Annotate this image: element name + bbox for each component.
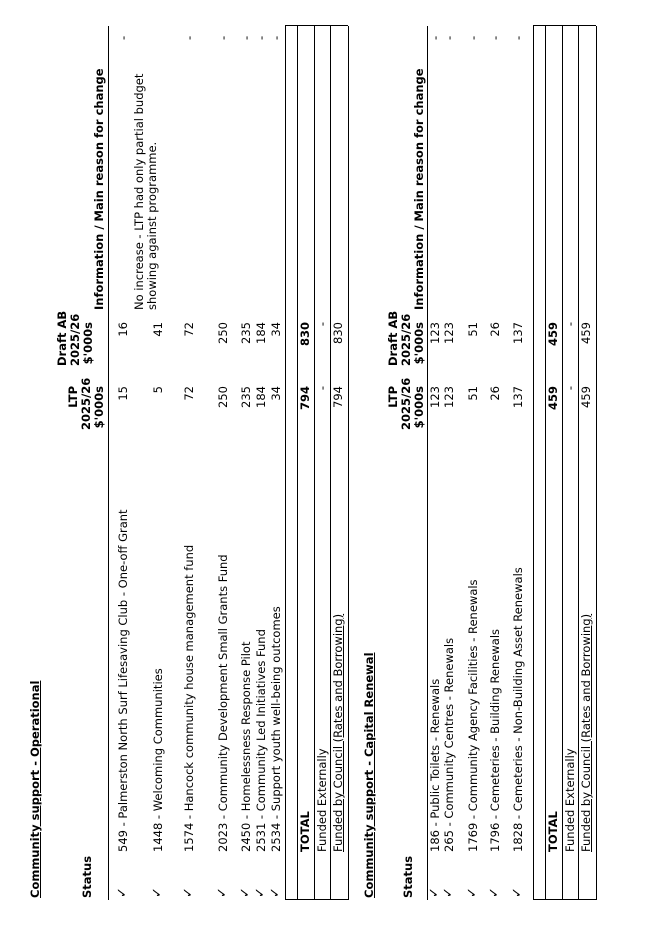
capital-ltp-header-3: $'000s bbox=[412, 386, 426, 429]
op-row0-name: 549 - Palmerston North Surf Lifesaving Club - One-off Grant bbox=[116, 509, 130, 852]
op-row6-ltp: 34 bbox=[269, 386, 283, 401]
cap-row1-ltp: 123 bbox=[442, 386, 456, 408]
operational-draft-header-3: $'000s bbox=[81, 322, 95, 365]
capital-draft-header-2: 2025/26 bbox=[399, 313, 413, 366]
op-row5-name: 2531 - Community Led Initiatives Fund bbox=[254, 629, 268, 852]
operational-ltp-header-1: LTP bbox=[66, 386, 80, 408]
cap-row0-ltp: 123 bbox=[428, 386, 442, 408]
cap-row1-draft: 123 bbox=[442, 322, 456, 344]
capital-info-header: Information / Main reason for change bbox=[412, 68, 426, 310]
op-row6-dash: - bbox=[269, 35, 283, 40]
op-row2-name: 1574 - Hancock community house management fund bbox=[182, 544, 196, 852]
op-row4-name: 2450 - Homelessness Response Pilot bbox=[239, 641, 253, 852]
cap-row3-dash: - bbox=[488, 35, 502, 40]
op-row5-ltp: 184 bbox=[254, 386, 268, 408]
operational-draft-header-1: Draft AB bbox=[55, 310, 69, 366]
cap-row4-draft: 137 bbox=[511, 322, 525, 344]
cap-total-ltp: 459 bbox=[546, 386, 560, 411]
op-row0-status-icon: ✓ bbox=[115, 887, 130, 898]
op-row3-draft: 250 bbox=[216, 322, 230, 344]
operational-header-rule bbox=[108, 26, 109, 900]
cap-row0-draft: 123 bbox=[428, 322, 442, 344]
cap-row1-dash: - bbox=[442, 35, 456, 40]
op-row3-dash: - bbox=[216, 35, 230, 40]
cap-row3-draft: 26 bbox=[488, 322, 502, 337]
capital-rows-end-rule bbox=[533, 26, 534, 900]
capital-total-top-rule bbox=[545, 26, 546, 900]
cap-row4-dash: - bbox=[511, 35, 525, 40]
operational-info-header: Information / Main reason for change bbox=[92, 68, 106, 310]
op-total-ltp: 794 bbox=[298, 386, 312, 411]
op-row0-draft: 16 bbox=[116, 322, 130, 337]
cap-funded-council-label: Funded by Council (Rates and Borrowing) bbox=[579, 613, 593, 852]
capital-draft-header-3: $'000s bbox=[412, 322, 426, 365]
op-row3-status-icon: ✓ bbox=[215, 887, 230, 898]
capital-ltp-header-2: 2025/26 bbox=[399, 377, 413, 430]
cap-row0-name: 186 - Public Toilets - Renewals bbox=[428, 678, 442, 852]
cap-row0-dash: - bbox=[428, 35, 442, 40]
cap-funded-ext-ltp: - bbox=[563, 386, 577, 391]
op-row2-dash: - bbox=[182, 35, 196, 40]
cap-row2-status-icon: ✓ bbox=[465, 887, 480, 898]
cap-funded-council-ltp: 459 bbox=[579, 386, 593, 408]
op-row3-name: 2023 - Community Development Small Grants Fund bbox=[216, 554, 230, 852]
cap-row4-status-icon: ✓ bbox=[510, 887, 525, 898]
cap-row4-name: 1828 - Cemeteries - Non-Building Asset Renewals bbox=[511, 567, 525, 852]
op-row6-draft: 34 bbox=[269, 322, 283, 337]
cap-funded-ext-draft: - bbox=[563, 322, 577, 327]
operational-draft-header-2: 2025/26 bbox=[68, 313, 82, 366]
cap-row3-status-icon: ✓ bbox=[487, 887, 502, 898]
op-funded-ext-ltp: - bbox=[315, 386, 329, 391]
cap-funded-council-draft: 459 bbox=[579, 322, 593, 344]
operational-total-top-rule bbox=[297, 26, 298, 900]
op-row1-ltp: 5 bbox=[151, 386, 165, 394]
operational-totals-left-rule bbox=[285, 899, 348, 900]
cap-row2-draft: 51 bbox=[466, 322, 480, 337]
cap-funded-ext-label: Funded Externally bbox=[563, 748, 577, 852]
op-row4-dash: - bbox=[239, 35, 253, 40]
cap-row0-status-icon: ✓ bbox=[427, 887, 442, 898]
capital-totals-right-rule bbox=[533, 25, 596, 26]
cap-total-label: TOTAL bbox=[546, 811, 560, 852]
op-row4-status-icon: ✓ bbox=[238, 887, 253, 898]
cap-row1-name: 265 - Community Centres - Renewals bbox=[442, 637, 456, 852]
op-row0-ltp: 15 bbox=[116, 386, 130, 401]
op-row4-draft: 235 bbox=[239, 322, 253, 344]
cap-row2-ltp: 51 bbox=[466, 386, 480, 401]
operational-rows-end-rule bbox=[285, 26, 286, 900]
cap-row3-name: 1796 - Cemeteries - Building Renewals bbox=[488, 628, 502, 852]
op-funded-council-ltp: 794 bbox=[331, 386, 345, 408]
capital-draft-header-1: Draft AB bbox=[386, 310, 400, 366]
op-total-draft: 830 bbox=[298, 322, 312, 347]
capital-totals-left-rule bbox=[533, 899, 596, 900]
op-row5-dash: - bbox=[254, 35, 268, 40]
operational-totals-right-rule bbox=[285, 25, 348, 26]
op-total-label: TOTAL bbox=[298, 811, 312, 852]
op-row1-name: 1448 - Welcoming Communities bbox=[151, 668, 165, 852]
op-funded-council-draft: 830 bbox=[331, 322, 345, 344]
op-row1-info-line2: showing against programme. bbox=[145, 141, 159, 310]
operational-ltp-header-2: 2025/26 bbox=[79, 377, 93, 430]
operational-ltp-header-3: $'000s bbox=[92, 386, 106, 429]
op-row2-ltp: 72 bbox=[182, 386, 196, 401]
capital-status-header: Status bbox=[401, 855, 415, 898]
op-row2-draft: 72 bbox=[182, 322, 196, 337]
op-row3-ltp: 250 bbox=[216, 386, 230, 408]
op-row1-status-icon: ✓ bbox=[150, 887, 165, 898]
capital-title: Community support - Capital Renewal bbox=[362, 652, 376, 898]
capital-ltp-header-1: LTP bbox=[386, 386, 400, 408]
op-row2-status-icon: ✓ bbox=[181, 887, 196, 898]
op-row6-name: 2534 - Support youth well-being outcomes bbox=[269, 606, 283, 852]
op-row5-draft: 184 bbox=[254, 322, 268, 344]
op-funded-ext-draft: - bbox=[315, 322, 329, 327]
cap-row2-name: 1769 - Community Agency Facilities - Renewals bbox=[466, 579, 480, 852]
op-row5-status-icon: ✓ bbox=[253, 887, 268, 898]
operational-status-header: Status bbox=[80, 855, 94, 898]
op-row1-info-line1: No increase - LTP had only partial budget bbox=[132, 73, 146, 310]
cap-row3-ltp: 26 bbox=[488, 386, 502, 401]
operational-title: Community support - Operational bbox=[28, 680, 42, 898]
op-row1-draft: 41 bbox=[151, 322, 165, 337]
cap-row1-status-icon: ✓ bbox=[441, 887, 456, 898]
op-row6-status-icon: ✓ bbox=[268, 887, 283, 898]
op-funded-ext-label: Funded Externally bbox=[315, 748, 329, 852]
op-row0-dash: - bbox=[116, 35, 130, 40]
cap-row4-ltp: 137 bbox=[511, 386, 525, 408]
cap-total-draft: 459 bbox=[546, 322, 560, 347]
capital-bottom-rule bbox=[596, 26, 597, 900]
operational-bottom-rule bbox=[348, 26, 349, 900]
op-row4-ltp: 235 bbox=[239, 386, 253, 408]
cap-row2-dash: - bbox=[466, 35, 480, 40]
op-funded-council-label: Funded by Council (Rates and Borrowing) bbox=[331, 613, 345, 852]
